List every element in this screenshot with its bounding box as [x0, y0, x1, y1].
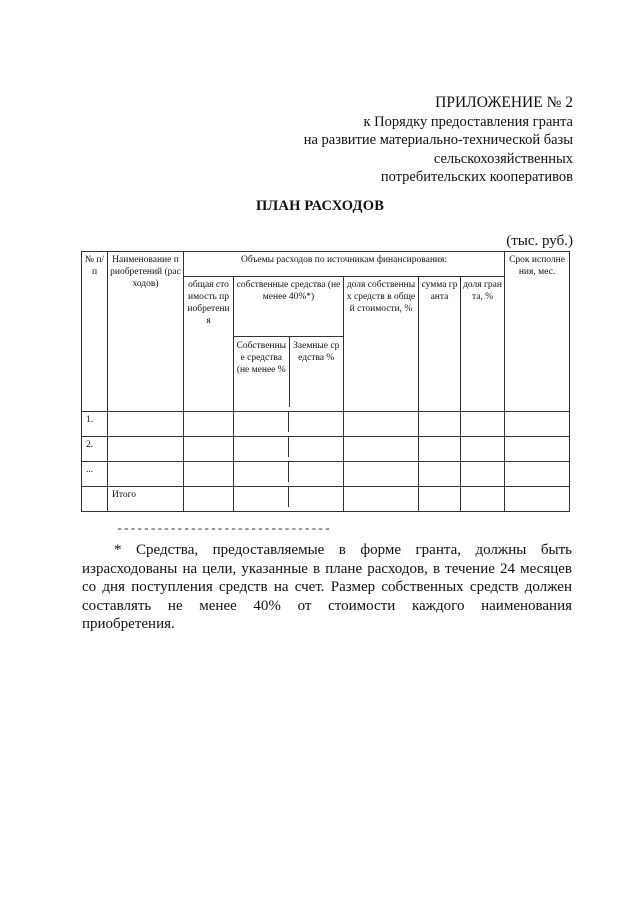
footnote-divider: --------------------------------: [116, 522, 331, 536]
cell-own: [234, 487, 344, 512]
header-own-sub2: Заемные средства %: [289, 337, 344, 407]
appendix-line: потребительских кооперативов: [380, 169, 573, 185]
row-num: 1.: [82, 412, 108, 437]
header-num: № п/п: [82, 252, 108, 412]
header-term: Срок исполнения, мес.: [505, 252, 570, 412]
unit-label: (тыс. руб.): [506, 233, 573, 249]
footnote-text: * Средства, предоставляемые в форме гранта, должны быть израсходованы на цели, указанные в плане расходов, в течение 24 месяцев со дня поступления средств на счет. Размер собственных средств должен составлять не менее 40% от стоимости каждого наименования приобретения.: [82, 542, 572, 632]
cell: [461, 412, 505, 437]
header-name: Наименование приобретений (расходов): [108, 252, 184, 412]
cell: [344, 462, 419, 487]
cell: [184, 437, 234, 462]
cell: [184, 487, 234, 512]
row-name: [108, 437, 184, 462]
row-name: Итого: [108, 487, 184, 512]
header-grant-sum: сумма гранта: [419, 277, 461, 412]
expense-plan-table: [81, 251, 570, 512]
appendix-line: к Порядку предоставления гранта: [363, 113, 573, 130]
table-row: [82, 412, 570, 437]
cell: [505, 487, 570, 512]
cell: [419, 487, 461, 512]
cell-own: [234, 437, 344, 462]
table-row-total: [82, 487, 570, 512]
appendix-line: на развитие материально-технической базы: [303, 132, 573, 148]
cell: [461, 437, 505, 462]
table-row: [82, 462, 570, 487]
row-num: [82, 487, 108, 512]
row-num: ...: [82, 462, 108, 487]
appendix-header: [304, 94, 573, 187]
cell: [344, 437, 419, 462]
header-own-share: доля собственных средств в общей стоимости, %: [344, 277, 419, 412]
row-name: [108, 462, 184, 487]
cell: [505, 412, 570, 437]
header-own-funds-group: [234, 277, 344, 412]
cell: [344, 487, 419, 512]
cell: [419, 412, 461, 437]
cell: [344, 412, 419, 437]
header-own-funds: собственные средства (не менее 40%*): [234, 277, 343, 337]
cell: [184, 462, 234, 487]
page-title: ПЛАН РАСХОДОВ: [255, 198, 385, 214]
cell-own: [234, 462, 344, 487]
appendix-title: ПРИЛОЖЕНИЕ № 2: [435, 94, 573, 111]
cell: [184, 412, 234, 437]
cell: [419, 462, 461, 487]
cell: [461, 487, 505, 512]
header-total-cost: общая стоимость приобретения: [184, 277, 234, 412]
appendix-line: сельскохозяйственных: [433, 150, 573, 167]
cell: [505, 462, 570, 487]
row-num: 2.: [82, 437, 108, 462]
cell: [461, 462, 505, 487]
header-grant-share: доля гранта, %: [461, 277, 505, 412]
cell: [419, 437, 461, 462]
cell: [505, 437, 570, 462]
header-volumes: Объемы расходов по источникам финансирования:: [184, 252, 505, 277]
table-row: [82, 437, 570, 462]
row-name: [108, 412, 184, 437]
header-own-sub1: Собственные средства (не менее %: [236, 341, 286, 375]
cell-own: [234, 412, 344, 437]
